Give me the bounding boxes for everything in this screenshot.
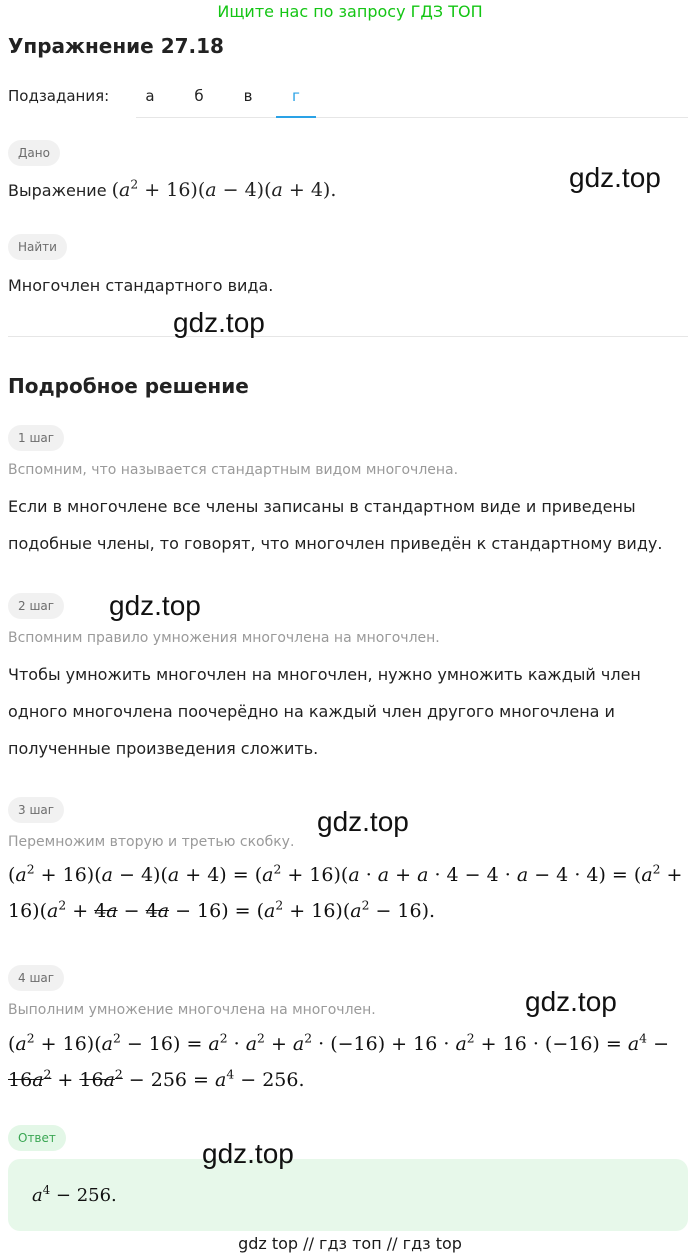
footer-link-gdz-top-mixed[interactable]: гдз top xyxy=(402,1234,462,1253)
step-3-math-line-2: $16)(a^2 + 4a - 4a - 16) = (a^2 + 16)(a^2 - 16)$. xyxy=(8,898,436,922)
watermark-logo: gdz.top xyxy=(202,1138,294,1169)
subtask-tab-b[interactable]: б xyxy=(194,87,204,105)
step-3-hint: Перемножим вторую и третью скобку. xyxy=(8,834,295,850)
step-4-hint: Выполним умножение многочлена на многочлен. xyxy=(8,1002,376,1018)
subtasks-nav xyxy=(8,84,688,118)
step-2-pill: 2 шаг xyxy=(8,593,64,619)
subtask-tab-v[interactable]: в xyxy=(243,87,253,105)
step-3-math-line-1: $(a^2 + 16)(a - 4)(a + 4) = (a^2 + 16)(a \cdot a + a \cdot 4 - 4 \cdot a - 4 \cdot 4) = (a^2$ + xyxy=(8,862,683,886)
subtask-tab-g[interactable]: г xyxy=(276,87,316,118)
watermark-logo: gdz.top xyxy=(109,590,201,621)
solution-title: Подробное решение xyxy=(8,374,249,398)
footer-separator: // xyxy=(303,1234,314,1253)
given-expression: $(a^2 + 16)(a - 4)(a + 4)$. xyxy=(111,177,337,201)
step-1-line-1: Если в многочлене все члены записаны в стандартном виде и приведены xyxy=(8,497,636,516)
step-2-hint: Вспомним правило умножения многочлена на многочлен. xyxy=(8,630,440,646)
footer-link-gdz-top-ru[interactable]: гдз топ xyxy=(319,1234,382,1253)
step-1-text xyxy=(8,488,688,562)
given-pill: Дано xyxy=(8,140,60,166)
watermark-logo: gdz.top xyxy=(173,307,265,338)
watermark-logo: gdz.top xyxy=(569,162,661,193)
given-prefix: Выражение xyxy=(8,181,112,200)
step-4-pill: 4 шаг xyxy=(8,965,64,991)
footer-links xyxy=(0,1234,700,1253)
watermark-logo: gdz.top xyxy=(525,986,617,1017)
page-title: Упражнение 27.18 xyxy=(8,34,224,58)
step-1-pill: 1 шаг xyxy=(8,425,64,451)
step-1-line-2: подобные члены, то говорят, что многочлен приведён к стандартному виду. xyxy=(8,534,663,553)
answer-pill: Ответ xyxy=(8,1125,66,1151)
find-pill: Найти xyxy=(8,234,67,260)
step-4-math-line-2: $16a^2 + 16a^2 - 256 = a^4 - 256$. xyxy=(8,1067,305,1091)
step-3-pill: 3 шаг xyxy=(8,797,64,823)
subtasks-label: Подзадания: xyxy=(8,87,110,105)
step-2-line-1: Чтобы умножить многочлен на многочлен, нужно умножить каждый член xyxy=(8,665,641,684)
footer-separator: // xyxy=(386,1234,398,1253)
find-text: Многочлен стандартного вида. xyxy=(8,276,274,295)
watermark-logo: gdz.top xyxy=(317,806,409,837)
search-banner: Ищите нас по запросу ГДЗ ТОП xyxy=(217,2,483,21)
step-1-hint: Вспомним, что называется стандартным видом многочлена. xyxy=(8,462,459,478)
step-2-line-2: одного многочлена поочерёдно на каждый член другого многочлена и xyxy=(8,702,615,721)
answer-box xyxy=(8,1159,688,1231)
step-4-math-line-1: $(a^2 + 16)(a^2 - 16) = a^2 \cdot a^2 + a^2 \cdot (-16) + 16 \cdot a^2 + 16 \cdot (-16) = a^4$ − xyxy=(8,1031,669,1055)
answer-value: $a^4 - 256$. xyxy=(32,1182,117,1206)
footer-link-gdz-top[interactable]: gdz top xyxy=(238,1234,299,1253)
given-text xyxy=(8,179,336,201)
step-2-line-3: полученные произведения сложить. xyxy=(8,739,319,758)
section-divider xyxy=(8,336,688,337)
step-2-text xyxy=(8,656,688,767)
subtask-tab-a[interactable]: а xyxy=(145,87,155,105)
